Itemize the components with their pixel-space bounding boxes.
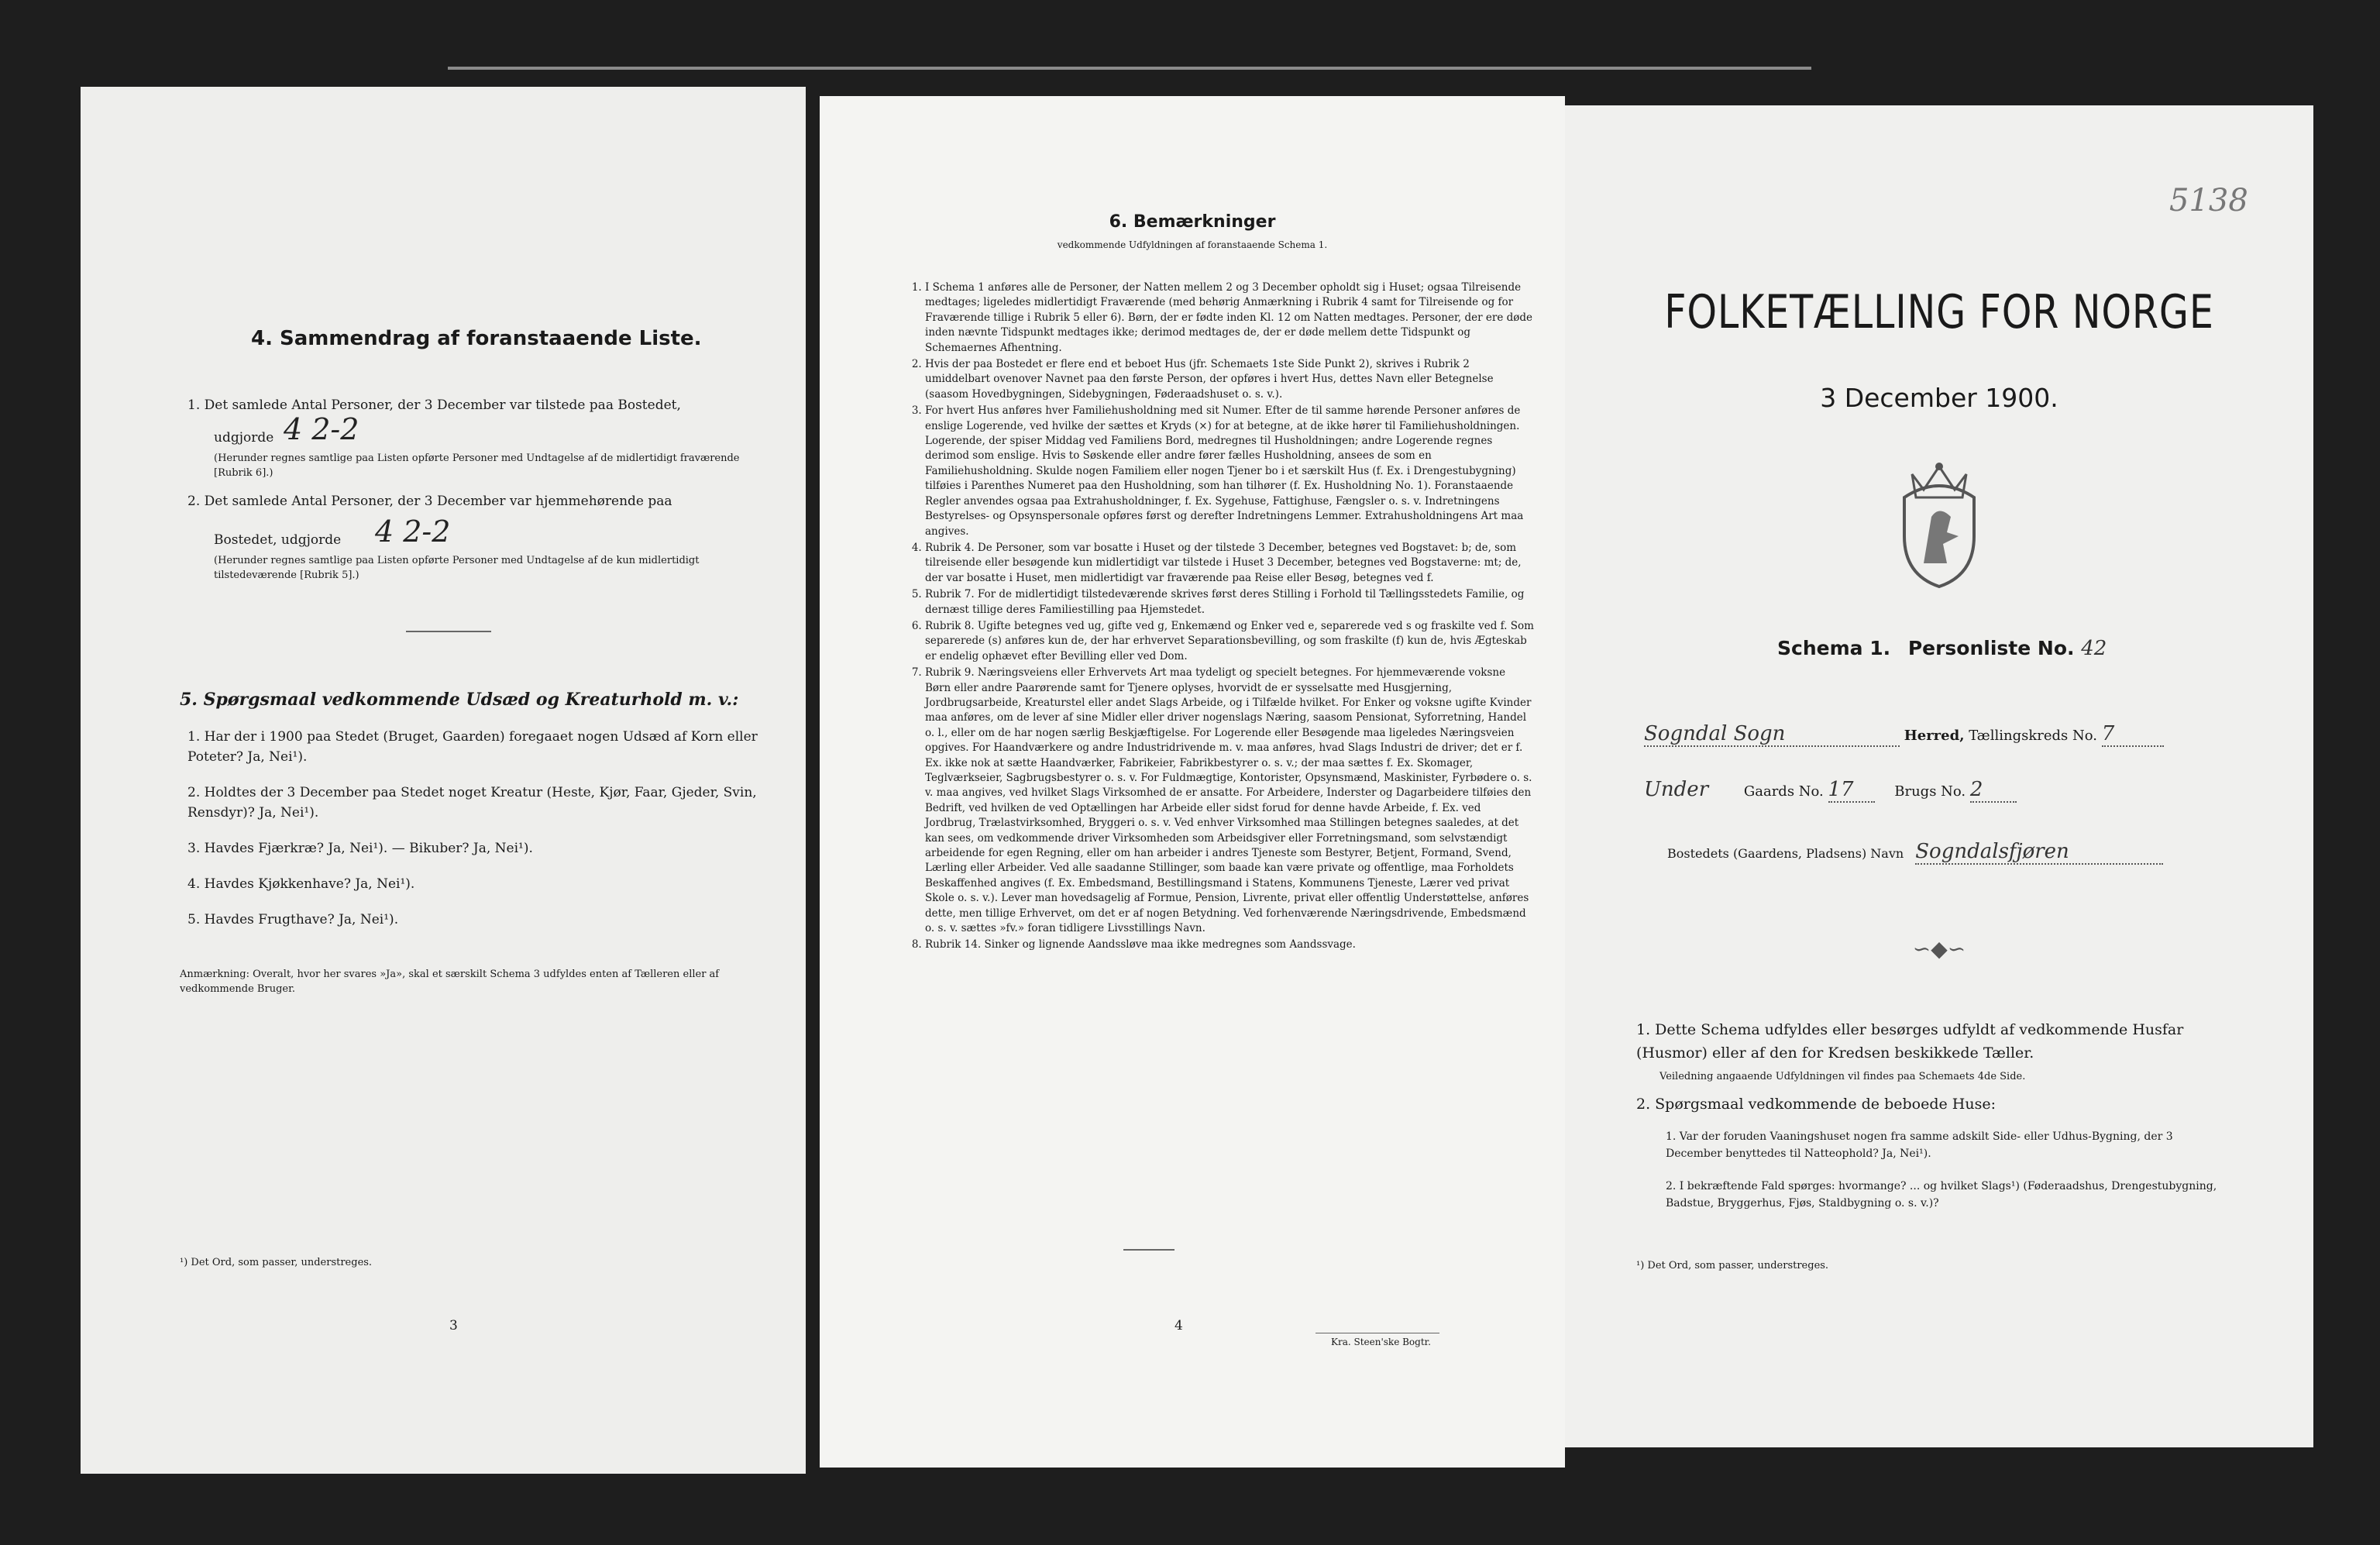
question-5: 5. Havdes Frugthave? Ja, Nei¹). [187, 912, 399, 927]
footnote: ¹) Det Ord, som passer, understreges. [1636, 1260, 1829, 1271]
remark-2: 2. Hvis der paa Bostedet er flere end et beboet Hus (jfr. Schemaets 1ste Side Punkt 2), skrives i Rubrik 2 umiddelbart ovenover Navnet paa den første Person, der opføres i hvert Hus, dettes Navn eller Betegnelse (saasom Hovedbygningen, Sidebygningen, Føderaadshuset o. s. v.). [925, 357, 1534, 402]
footnote: ¹) Det Ord, som passer, understreges. [180, 1257, 373, 1268]
section-4-title: 4. Sammendrag af foranstaaende Liste. [251, 327, 702, 350]
questions-list [187, 727, 776, 945]
remark: Anmærkning: Overalt, hvor her svares »Ja», skal et særskilt Schema 3 udfyldes enten af Tælleren eller af vedkommende Bruger. [180, 969, 720, 995]
archive-number: 5138 [2169, 183, 2248, 219]
question-2: 2. Holdtes der 3 December paa Stedet noget Kreatur (Heste, Kjør, Faar, Gjeder, Svin, Rensdyr)? Ja, Nei¹). [187, 785, 757, 821]
gaard-value: Under [1644, 778, 1709, 801]
ornament-divider: ∽◆∽ [1912, 936, 1966, 962]
summary-item-1-note: (Herunder regnes samtlige paa Listen opførte Personer med Undtagelse af de midlertidigt fraværende [Rubrik 6].) [214, 452, 740, 479]
bosted-label: Bostedets (Gaardens, Pladsens) Navn [1667, 846, 1904, 861]
question-4: 4. Havdes Kjøkkenhave? Ja, Nei¹). [187, 876, 415, 892]
question-3: 3. Havdes Fjærkræ? Ja, Nei¹). — Bikuber? Ja, Nei¹). [187, 841, 533, 856]
herred-value: Sogndal Sogn [1644, 722, 1900, 747]
bosted-line [1667, 840, 2303, 865]
herred-line [1644, 722, 2279, 747]
page-4-remarks [820, 96, 1565, 1468]
cover-page [1565, 105, 2313, 1447]
divider [1123, 1249, 1175, 1251]
norway-coat-of-arms-icon [1889, 459, 1990, 590]
cover-title: FOLKETÆLLING FOR NORGE [1664, 285, 2214, 339]
page-3-summary [81, 87, 806, 1474]
personliste-value: 42 [2081, 637, 2107, 660]
summary-item-1-value: 4 2-2 [284, 412, 359, 446]
gaards-value: 17 [1828, 778, 1875, 803]
house-question-1: 1. Var der foruden Vaaningshuset nogen fra samme adskilt Side- eller Udhus-Bygning, der 3 December benyttedes til Natteophold? Ja, Nei¹). [1666, 1130, 2173, 1160]
kreds-label: Tællingskreds No. [1969, 728, 2097, 744]
page-number: 3 [449, 1318, 458, 1333]
brugs-value: 2 [1970, 778, 2017, 803]
remark-4: 4. Rubrik 4. De Personer, som var bosatte i Huset og der tilstede 3 December, betegnes ved Bogstavet: b; de, som tilreisende eller besøgende kun midlertidigt var tilstede i Huset 3 December, betegnes ved Bogstaverne: mt; de, der var bosatte i Huset, men midlertidigt var fraværende paa Reise eller Besøg, betegnes ved f. [925, 541, 1534, 586]
remark-1: 1. I Schema 1 anføres alle de Personer, der Natten mellem 2 og 3 December opholdt sig i Huset; ogsaa Tilreisende medtages; ligeledes midlertidigt Fraværende (med behørig Anmærkning i Rubrik 4 samt for Tilreisende og for Fraværende tillige i Rubrik 5 eller 6). Børn, der er fødte inden Kl. 12 om Natten medtages. Personer, der ere døde inden nævnte Tidspunkt medtages ikke; derimod medtages de, der er døde mellem dette Tidspunkt og Schemaernes Afhentning. [925, 280, 1534, 356]
remark-6: 6. Rubrik 8. Ugifte betegnes ved ug, gifte ved g, Enkemænd og Enker ved e, separerede ved s og fraskilte ved f. Som separerede (s) anføres kun de, der har erhvervet Separationsbevilling, og som fraskilte (f) kun de, hvis Ægteskab er endelig ophævet efter Bevilling eller ved Dom. [925, 619, 1534, 664]
personliste-label: Personliste No. [1907, 637, 2075, 659]
summary-item-2: 2. Det samlede Antal Personer, der 3 December var hjemmehørende paa [187, 494, 672, 509]
page-number: 4 [1175, 1318, 1183, 1333]
remark-7: 7. Rubrik 9. Næringsveiens eller Erhvervets Art maa tydeligt og specielt betegnes. For hjemmeværende voksne Børn eller andre Paarørende samt for Tjenere oplyses, hvorvidt de er sysselsatte med Husgjerning, Jordbrugsarbeide, Kreaturstel eller andet Slags Arbeide, og i Tilfælde hvilket. For Enker og voksne ugifte Kvinder maa anføres, om de lever af sine Midler eller driver nogenslags Næring, saasom Pensionat, Syforretning, Handel o. l., eller om de har nogen særlig Beskjæftigelse. For Logerende eller Besøgende maa ligeledes Næringsveien opgives. For Haandværkere og andre Industridrivende m. v. maa anføres, hvad Slags Industri de driver; det er f. Ex. ikke nok at sætte Haandværker, Fabrikeier, Fabrikbestyrer o. s. v.; der maa sættes f. Ex. Skomager, Teglværkseier, Sagbrugsbestyrer o. s. v. For Fuldmægtige, Kontorister, Opsynsmænd, Maskinister, Fyrbødere o. s. v. maa angives, ved hvilket Slags Virksomhed de er ansatte. For Arbeidere, Inderster og Dagarbeidere tilføies den Bedrift, ved hvilken de ved Optællingen har Arbeide eller sidst forud for denne havde Arbeide, f. Ex. ved Jordbrug, Trælastvirksomhed, Bryggeri o. s. v. Ved enhver Virksomhed maa Stillingen betegnes saaledes, at det kan sees, om vedkommende driver Virksomheden som Arbeidsgiver eller Forretningsmand, som selvstændigt arbeidende for egen Regning, eller om han arbeider i andres Tjeneste som Bestyrer, Betjent, Formand, Svend, Lærling eller Arbeider. Ved alle saadanne Stillinger, som baade kan være private og offentlige, maa Forholdets Beskaffenhed angives (f. Ex. Embedsmand, Bestillingsmand i Statens, Kommunens Tjeneste, Lærer ved privat Skole o. s. v.). Lever man hovedsagelig af Formue, Pension, Livrente, privat eller offentlig Understøttelse, anføres dette, men tillige Erhvervet, om det er af nogen Betydning. Ved forhenværende Næringsdrivende, Embedsmænd o. s. v. sættes »fv.» foran tidligere Livsstillings Navn. [925, 666, 1534, 936]
brugs-label: Brugs No. [1894, 783, 1966, 800]
remarks-title: 6. Bemærkninger [1109, 212, 1276, 232]
gaard-line [1644, 778, 2279, 803]
summary-item-2-prefix: Bostedet, udgjorde [214, 532, 342, 548]
instruction-1-note: Veiledning angaaende Udfyldningen vil findes paa Schemaets 4de Side. [1659, 1071, 2026, 1082]
remarks-subtitle: vedkommende Udfyldningen af foranstaaende Schema 1. [1057, 239, 1328, 250]
remark-3: 3. For hvert Hus anføres hver Familiehusholdning med sit Numer. Efter de til samme hørende Personer anføres de enslige Logerende, ved hvilke der sættes et Kryds (×) for at betegne, at de ikke hører til Familiehusholdningen. Logerende, der spiser Middag ved Familiens Bord, medregnes til Husholdningen; andre Logerende regnes derimod som enslige. Hvis to Søskende eller andre fører fælles Husholdning, ansees de som en Familiehusholdning. Skulde nogen Familiem eller nogen Tjener bo i et særskilt Hus (f. Ex. i Drengestubygning) tilføies i Parenthes Numeret paa den Husholdning, som han tilhører (f. Ex. Husholdning No. 1). Foranstaaende Regler anvendes ogsaa paa Extrahusholdninger, f. Ex. Sygehuse, Fattighuse, Fængsler o. s. v. Indretningens Bestyrelses- og Opsynspersonale opføres først og derefter Indretningens Lemmer. Extrahusholdningens Art maa angives. [925, 404, 1534, 539]
herred-label: Herred, [1904, 728, 1965, 744]
remark-5: 5. Rubrik 7. For de midlertidigt tilstedeværende skrives først deres Stilling i Forhold til Tællingsstedets Familie, og dernæst tillige deres Familiestilling paa Hjemstedet. [925, 587, 1534, 618]
instruction-2: 2. Spørgsmaal vedkommende de beboede Huse: [1636, 1096, 1996, 1113]
divider [406, 631, 491, 632]
summary-item-2-value: 4 2-2 [375, 514, 451, 549]
section-5-title: 5. Spørgsmaal vedkommende Udsæd og Kreaturhold m. v.: [180, 690, 739, 710]
house-question-2: 2. I bekræftende Fald spørges: hvormange? ... og hvilket Slags¹) (Føderaadshus, Drengestubygning, Badstue, Bryggerhus, Fjøs, Staldbygning o. s. v.)? [1666, 1180, 2217, 1210]
printer-name: Kra. Steen'ske Bogtr. [1331, 1337, 1431, 1347]
bosted-value: Sogndalsfjøren [1915, 840, 2163, 865]
instruction-1: 1. Dette Schema udfyldes eller besørges udfyldt af vedkommende Husfar (Husmor) eller af den for Kredsen beskikkede Tæller. [1636, 1021, 2184, 1062]
schema-line [1777, 637, 2107, 660]
summary-item-2-note: (Herunder regnes samtlige paa Listen opførte Personer med Undtagelse af de kun midlertidigt tilstedeværende [Rubrik 5].) [214, 555, 700, 581]
question-1: 1. Har der i 1900 paa Stedet (Bruget, Gaarden) foregaaet nogen Udsæd af Korn eller Poteter? Ja, Nei¹). [187, 729, 758, 765]
gaards-label: Gaards No. [1743, 783, 1824, 800]
schema-label: Schema 1. [1777, 637, 1891, 659]
kreds-value: 7 [2102, 722, 2164, 747]
remark-8: 8. Rubrik 14. Sinker og lignende Aandssløve maa ikke medregnes som Aandssvage. [925, 938, 1534, 952]
remarks-list [905, 280, 1534, 955]
summary-item-1: 1. Det samlede Antal Personer, der 3 December var tilstede paa Bostedet, [187, 397, 681, 413]
top-edge-line [448, 67, 1811, 70]
cover-date: 3 December 1900. [1820, 383, 2058, 413]
summary-item-1-prefix: udgjorde [214, 430, 274, 446]
